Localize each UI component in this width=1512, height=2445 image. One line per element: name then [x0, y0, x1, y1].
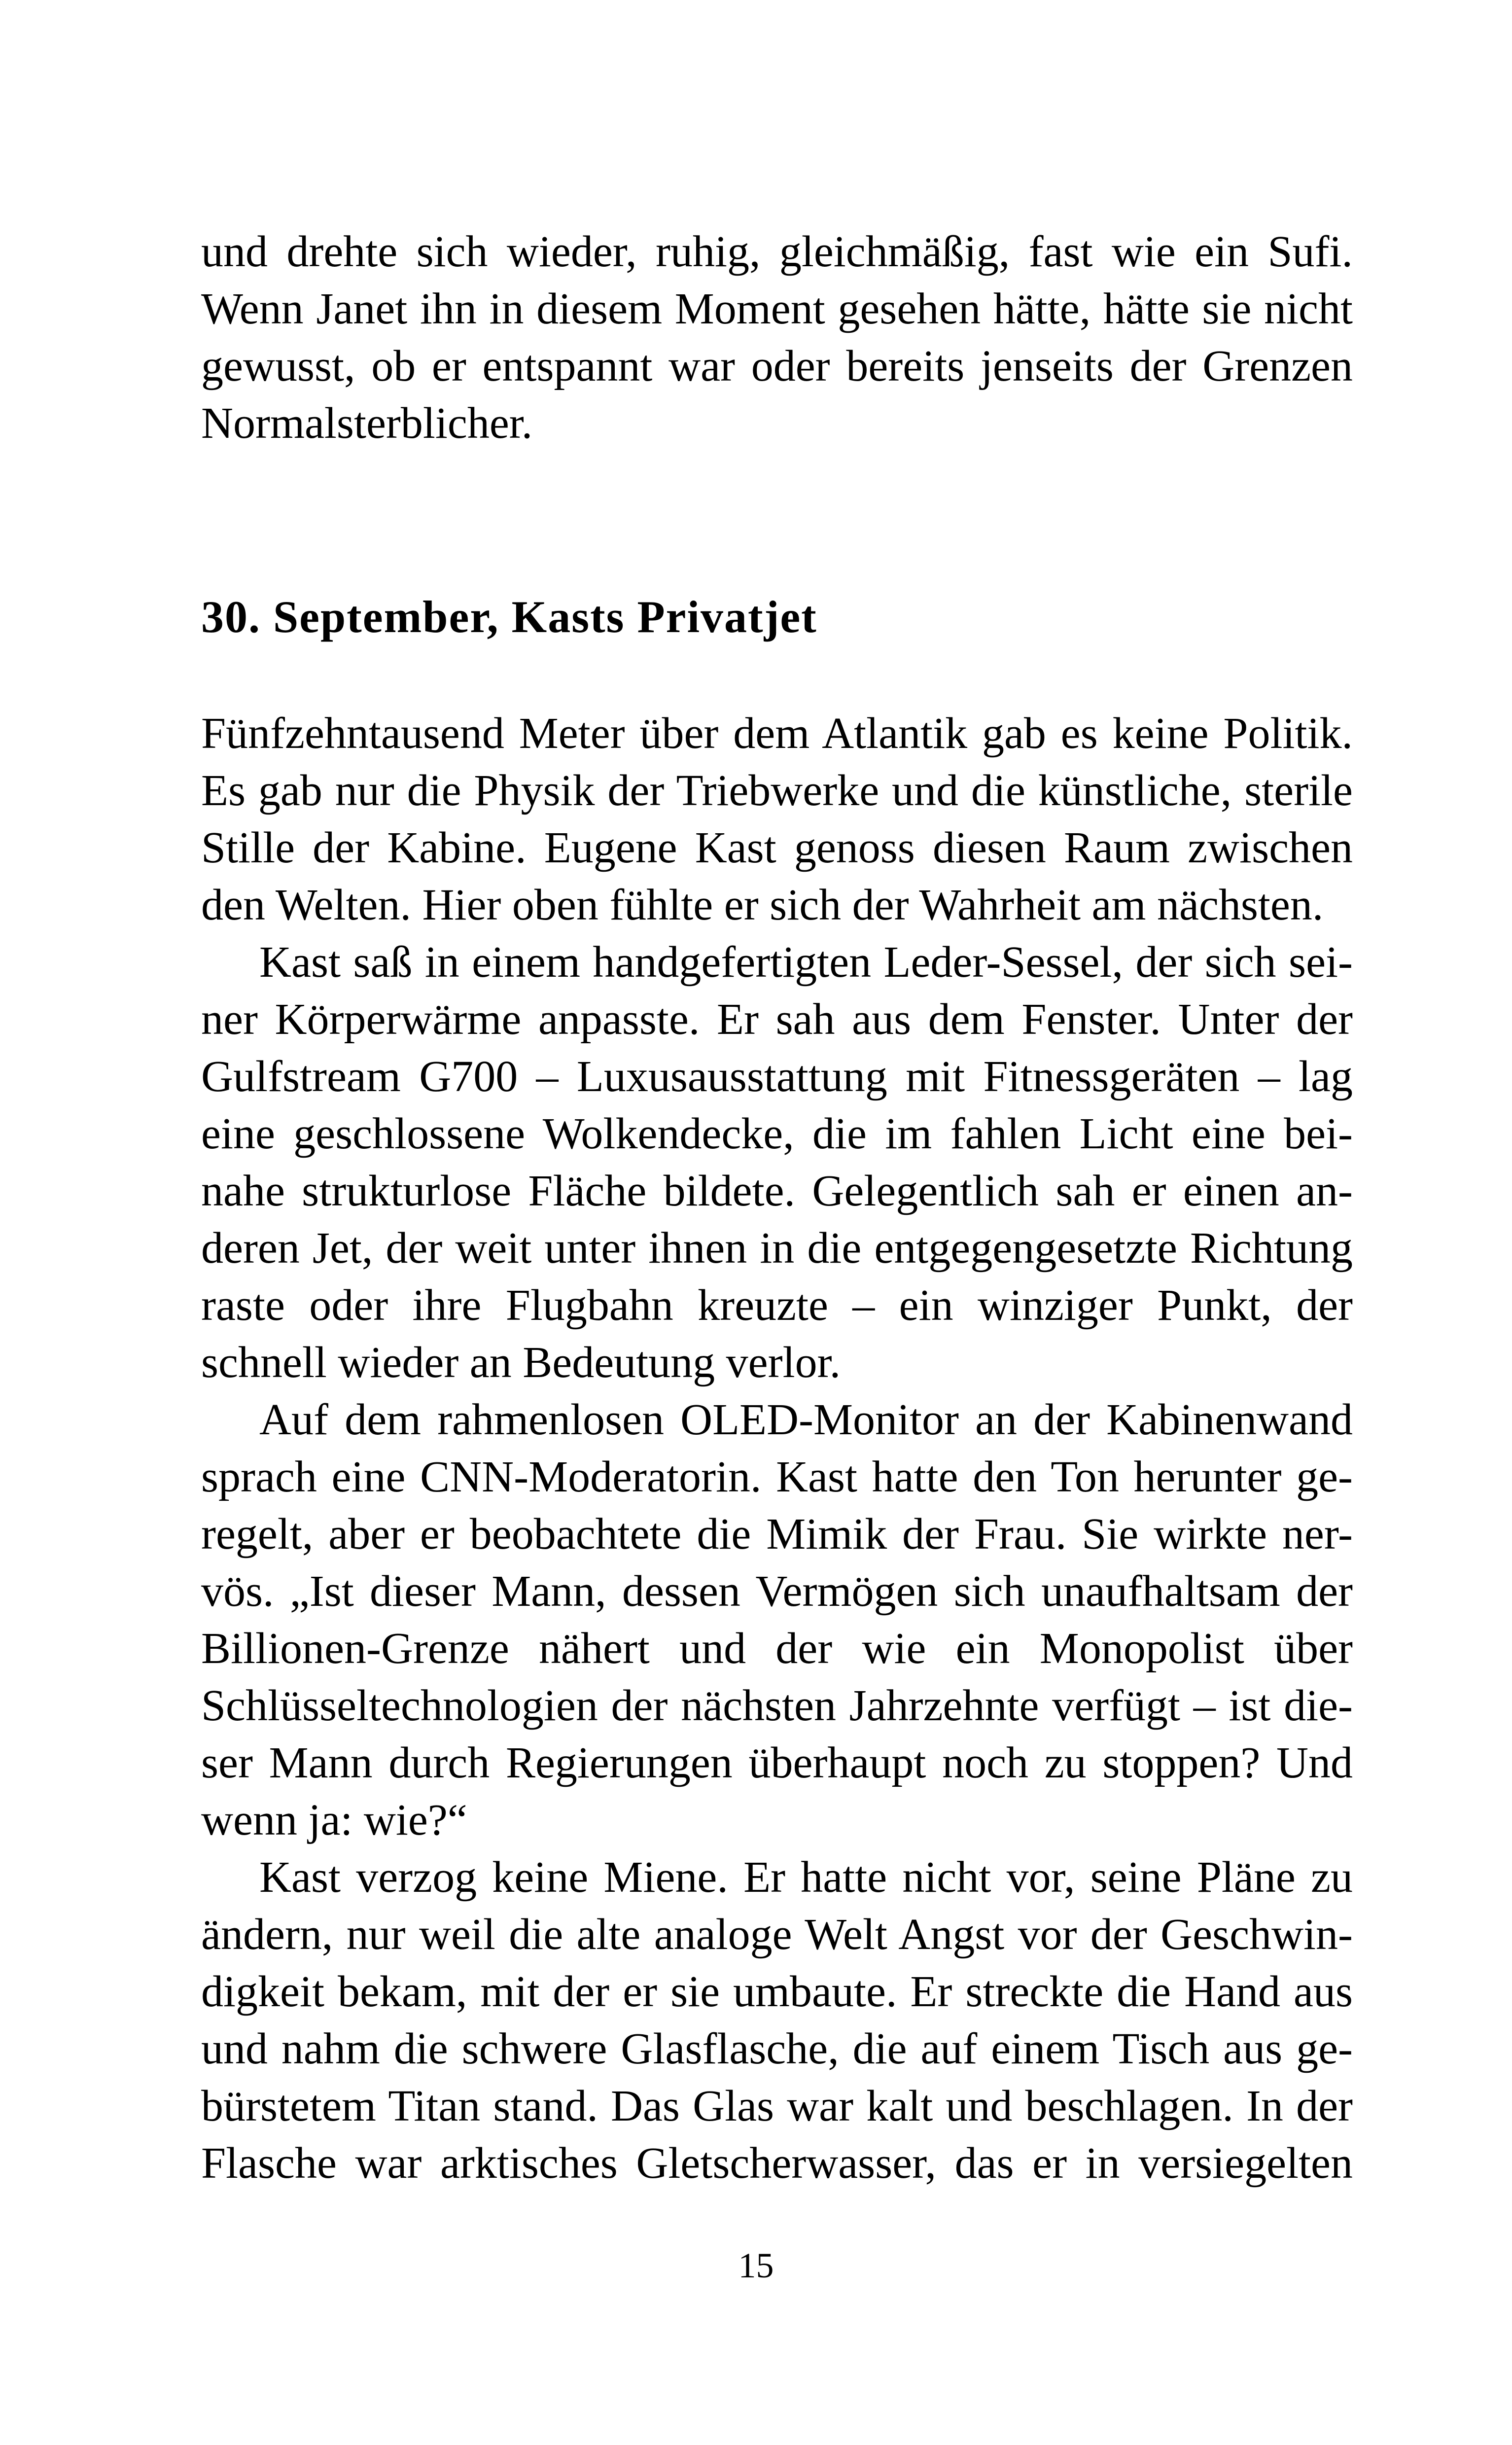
paragraph-line: gewusst, ob er entspannt war oder bereits jenseits der Grenzen [201, 342, 1353, 390]
paragraph-line: Schlüsseltechnologien der nächsten Jahrzehnte verfügt – ist die- [201, 1681, 1353, 1730]
paragraph-line: eine geschlossene Wolkendecke, die im fahlen Licht eine bei- [201, 1109, 1353, 1158]
paragraph-line: schnell wieder an Bedeutung verlor. [201, 1338, 841, 1387]
paragraph-line: ändern, nur weil die alte analoge Welt Angst vor der Geschwin- [201, 1910, 1353, 1959]
paragraph-line: Flasche war arktisches Gletscherwasser, das er in versiegelten [201, 2139, 1353, 2188]
paragraph-line: vös. „Ist dieser Mann, dessen Vermögen sich unaufhaltsam der [201, 1567, 1353, 1616]
paragraph-line: Es gab nur die Physik der Triebwerke und die künstliche, sterile [201, 766, 1353, 815]
page-number: 15 [738, 2246, 774, 2285]
paragraph-line: wenn ja: wie?“ [201, 1796, 467, 1844]
paragraph-line: Gulfstream G700 – Luxusausstattung mit Fitnessgeräten – lag [201, 1052, 1353, 1101]
paragraph-line: Auf dem rahmenlosen OLED-Monitor an der Kabinenwand [259, 1395, 1353, 1444]
paragraph-line: Fünfzehntausend Meter über dem Atlantik gab es keine Politik. [201, 709, 1353, 758]
paragraph-line: den Welten. Hier oben fühlte er sich der Wahrheit am nächsten. [201, 881, 1324, 929]
paragraph-line: und drehte sich wieder, ruhig, gleichmäßig, fast wie ein Sufi. [201, 227, 1353, 276]
paragraph-line: deren Jet, der weit unter ihnen in die entgegengesetzte Richtung [201, 1224, 1353, 1273]
paragraph-line: Stille der Kabine. Eugene Kast genoss diesen Raum zwischen [201, 823, 1353, 872]
paragraph-line: Normalsterblicher. [201, 399, 533, 448]
paragraph-line: sprach eine CNN-Moderatorin. Kast hatte den Ton herunter ge- [201, 1453, 1353, 1501]
paragraph-line: digkeit bekam, mit der er sie umbaute. Er streckte die Hand aus [201, 1967, 1353, 2016]
paragraph-line: raste oder ihre Flugbahn kreuzte – ein winziger Punkt, der [201, 1281, 1353, 1330]
paragraph-line: Kast verzog keine Miene. Er hatte nicht vor, seine Pläne zu [259, 1853, 1353, 1902]
paragraph-line: ner Körperwärme anpasste. Er sah aus dem Fenster. Unter der [201, 995, 1353, 1044]
paragraph-line: nahe strukturlose Fläche bildete. Gelegentlich sah er einen an- [201, 1167, 1353, 1215]
paragraph-line: und nahm die schwere Glasflasche, die auf einem Tisch aus ge- [201, 2024, 1353, 2073]
paragraph-line: Billionen-Grenze nähert und der wie ein Monopolist über [201, 1624, 1353, 1673]
paragraph-line: Kast saß in einem handgefertigten Leder-Sessel, der sich sei- [259, 938, 1353, 987]
paragraph-line: regelt, aber er beobachtete die Mimik der Frau. Sie wirkte ner- [201, 1510, 1353, 1559]
paragraph-line: Wenn Janet ihn in diesem Moment gesehen hätte, hätte sie nicht [201, 284, 1353, 333]
paragraph-line: ser Mann durch Regierungen überhaupt noch zu stoppen? Und [201, 1738, 1353, 1787]
continued-paragraph [201, 223, 1353, 452]
paragraph-line: bürstetem Titan stand. Das Glas war kalt und beschlagen. In der [201, 2082, 1353, 2130]
section-heading: 30. September, Kasts Privatjet [201, 592, 817, 642]
section-body [201, 705, 1353, 2192]
